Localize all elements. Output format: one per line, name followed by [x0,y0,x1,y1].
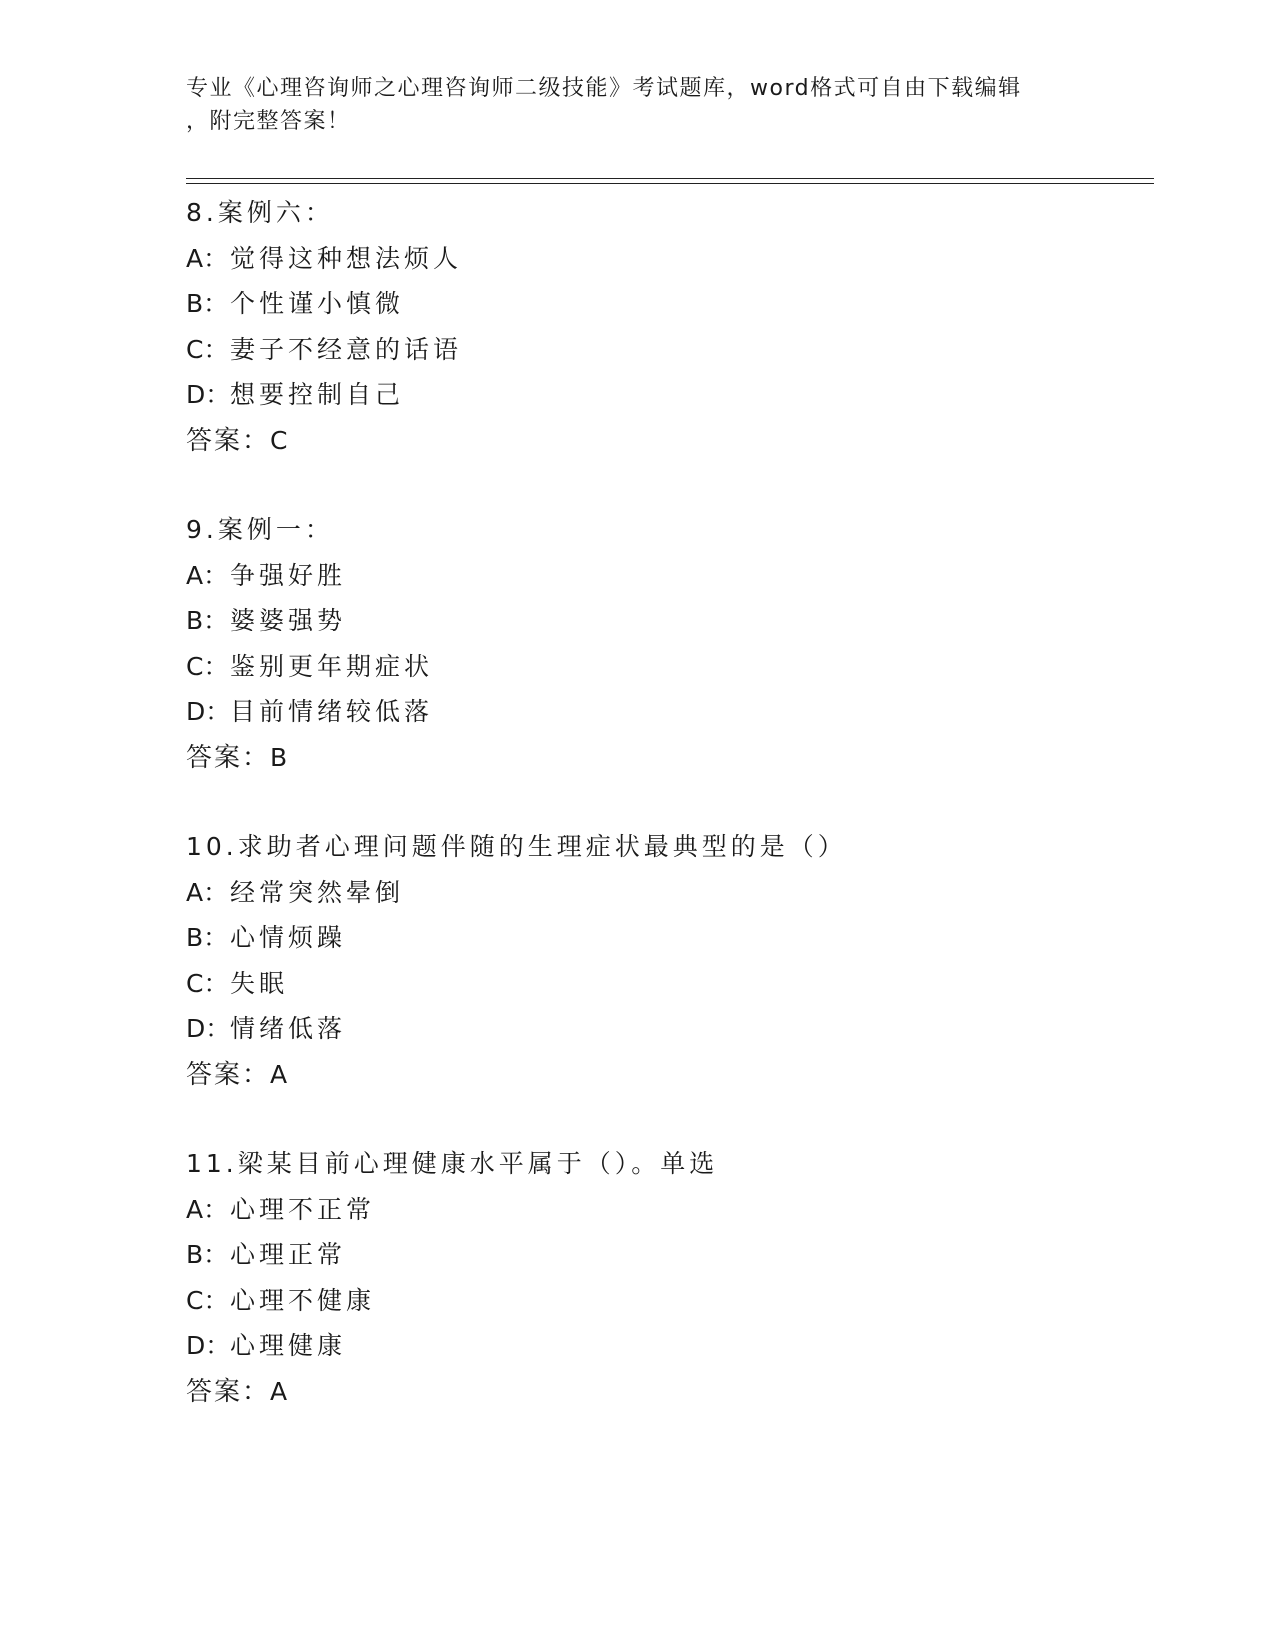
option-key: A： [186,1194,229,1224]
option-a [186,236,1146,282]
option-c [186,961,1146,1007]
option-d [186,1323,1146,1369]
option-d [186,1006,1146,1052]
answer-value: C [270,425,290,455]
answer-label: 答案： [186,1376,271,1407]
question-stem: 8.案例六： [186,198,334,227]
option-key: A： [186,560,229,590]
option-key: A： [186,877,229,907]
option-key: C： [186,651,229,681]
option-c [186,644,1146,690]
option-key: B： [186,1240,229,1269]
option-key: C： [186,968,229,998]
option-text: 经常突然晕倒 [230,877,405,907]
option-c [186,1278,1146,1324]
option-text: 目前情绪较低落 [230,697,434,726]
option-text: 心理不健康 [230,1285,376,1315]
option-text: 情绪低落 [230,1014,347,1043]
answer-value: B [270,742,290,772]
option-text: 心情烦躁 [230,923,347,952]
option-a [186,1187,1146,1233]
option-text: 心理正常 [230,1240,347,1269]
header-divider-top [186,178,1154,179]
answer-value: A [270,1059,290,1089]
option-key: A： [186,243,229,273]
answer-line [186,1369,1146,1415]
option-c [186,327,1146,373]
question-11 [186,1141,1146,1414]
option-text: 心理不正常 [230,1194,376,1224]
option-key: D： [186,1014,231,1043]
header-line-2: ，附完整答案！ [186,109,351,134]
option-key: B： [186,923,229,952]
option-text: 争强好胜 [230,560,347,590]
document-header [186,72,1066,138]
answer-value: A [270,1376,290,1406]
option-b [186,1232,1146,1278]
option-key: B： [186,606,229,635]
answer-label: 答案： [186,1059,271,1090]
option-key: D： [186,1331,231,1360]
option-b [186,598,1146,644]
answer-line [186,735,1146,781]
question-stem: 9.案例一： [186,515,334,544]
option-key: D： [186,697,231,726]
answer-label: 答案： [186,742,271,773]
option-a [186,870,1146,916]
option-text: 失眠 [230,968,289,998]
option-text: 觉得这种想法烦人 [230,243,463,273]
option-b [186,281,1146,327]
question-list [186,190,1146,1458]
option-a [186,553,1146,599]
option-key: C： [186,1285,229,1315]
option-text: 婆婆强势 [230,606,347,635]
option-text: 妻子不经意的话语 [230,334,463,364]
question-8 [186,190,1146,463]
header-divider-bottom [186,183,1154,184]
question-stem: 10.求助者心理问题伴随的生理症状最典型的是（） [186,832,847,861]
option-text: 心理健康 [230,1331,347,1360]
option-d [186,372,1146,418]
header-line-1: 专业《心理咨询师之心理咨询师二级技能》考试题库，word格式可自由下载编辑 [186,76,1022,101]
question-stem: 11.梁某目前心理健康水平属于（）。单选 [186,1149,719,1178]
option-d [186,689,1146,735]
option-b [186,915,1146,961]
option-text: 鉴别更年期症状 [230,651,434,681]
answer-line [186,418,1146,464]
answer-line [186,1052,1146,1098]
option-text: 个性谨小慎微 [230,289,405,318]
answer-label: 答案： [186,425,271,456]
option-text: 想要控制自己 [230,380,405,409]
option-key: D： [186,380,231,409]
question-9 [186,507,1146,780]
question-10 [186,824,1146,1097]
option-key: B： [186,289,229,318]
option-key: C： [186,334,229,364]
